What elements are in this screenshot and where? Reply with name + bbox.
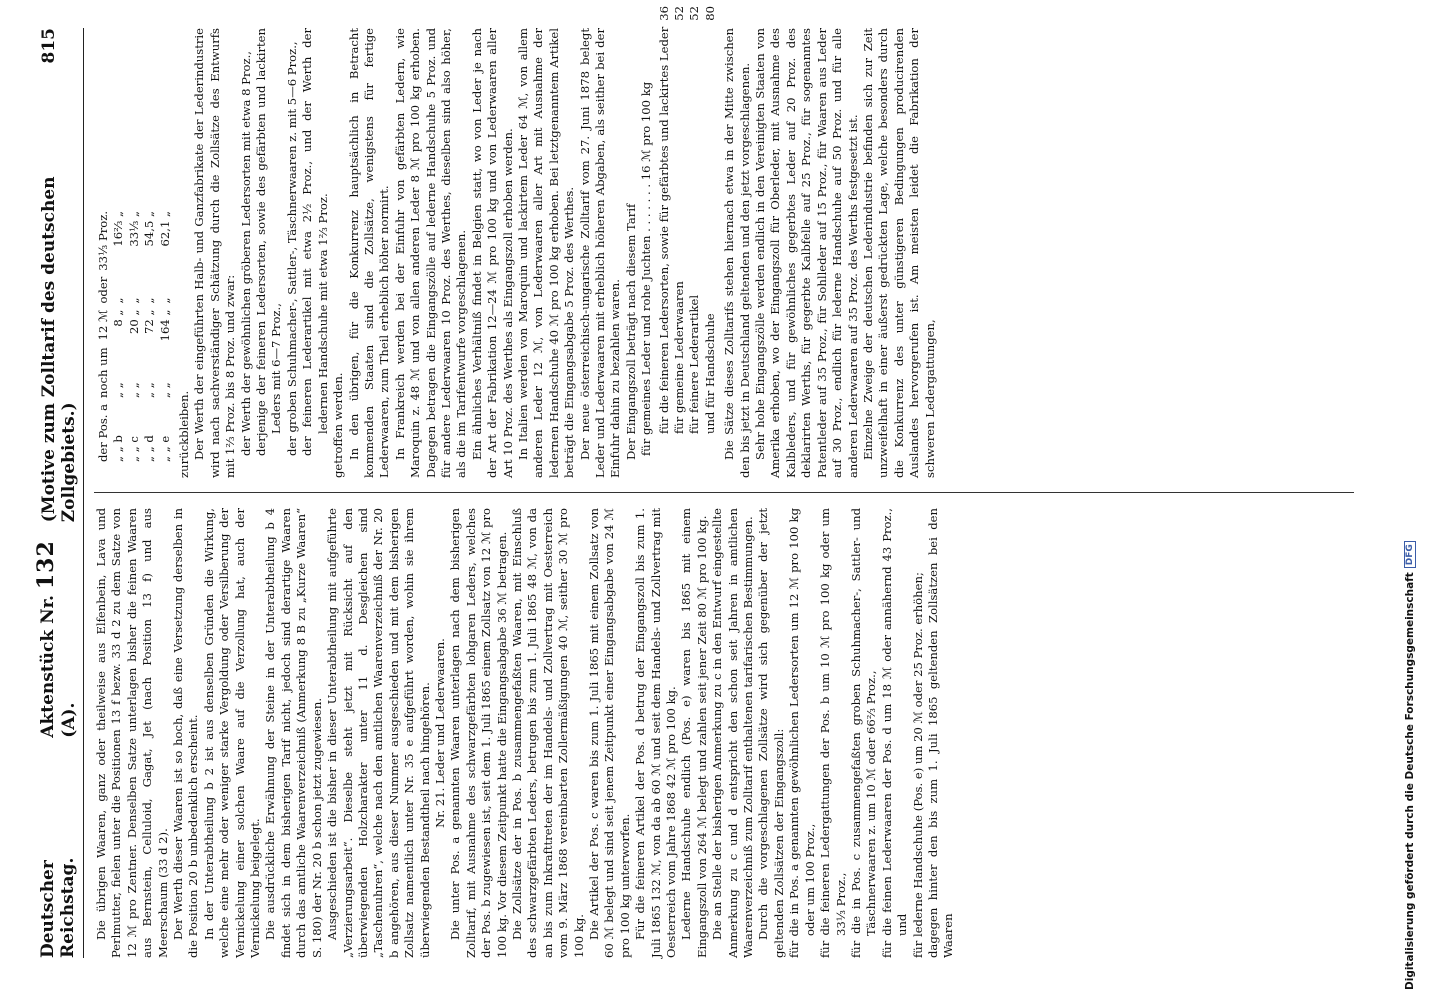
left-paragraph: Ausgeschieden ist die bisher in dieser Unterabtheilung mit aufgeführte „Verzierungsarbeit“. Dieselbe steht jetzt mit Rücksicht auf den überwiegenden Holzcharakter unter 11 d. Desgleichen sind „Taschenuhren“, welche nach den amtlichen Waarenverzeichniß der Nr. 20 b angehören, aus dieser Nummer ausgeschieden und mit dem bisherigen Zollsatz namentlich unter Nr. 35 e aufgeführt worden, wohin sie ihrem überwiegenden Bestandtheil nach hingehören. [325, 508, 432, 958]
right-paragraph: Ein ähnliches Verhältniß findet in Belgien statt, wo von Leder je nach der Art der Fabrikation 12—24 ℳ pro 100 kg und von Lederwaaren aller Art 10 Proz. des Werthes als Eingangszoll erhoben werden. [469, 28, 515, 478]
right-paragraph: der feineren Lederartikel mit etwa 2½ Proz., und der Werth der ledernen Handschuhe mit etwa 1⅔ Proz. [300, 28, 330, 456]
left-column-body [94, 508, 957, 958]
left-paragraph: Die an Stelle der bisherigen Anmerkung zu c in den Entwurf eingestellte Anmerkung zu c und d entspricht den schon seit Jahren in amtlichen Waarenverzeichniß zum Zolltarif enthaltenen tarifarischen Bestimmungen. [710, 508, 756, 958]
leather-row [657, 0, 672, 434]
left-paragraph: für die feineren Ledergattungen der Pos. b um 10 ℳ pro 100 kg oder um 33⅓ Proz., [818, 508, 848, 958]
right-paragraph: Die Sätze dieses Zolltarifs stehen hiernach etwa in der Mitte zwischen den bis jetzt in Deutschland geltenden und den jetzt vorgeschlagenen. [722, 28, 752, 478]
leather-row-cell: 80 [702, 5, 717, 21]
right-paragraph: Einzelne Zweige der deutschen Lederindustrie befinden sich zur Zeit unzweifelhaft in einer äußerst gedrückten Lage, welche besonders durch die Konkurrenz des unter günstigeren Bedingungen producirenden Auslandes hervorgerufen ist. Am meisten leidet die Fabrikation der schweren Ledergattungen, [860, 28, 937, 478]
rates-row-cell: 164 „ [157, 309, 172, 342]
right-paragraph: für gemeines Leder und rohe Juchten . . . . . . . 16 ℳ pro 100 kg [639, 81, 654, 456]
left-paragraph: Die Artikel der Pos. c waren bis zum 1. Juli 1865 mit einem Zollsatz von 60 ℳ belegt und sind seit jenem Zeitpunkt einer Eingangsabgabe von 24 ℳ pro 100 kg unterworfen. [587, 508, 632, 958]
rates-row-cell: 16⅔ „ [111, 210, 126, 247]
header-left-title: Deutscher Reichstag. [38, 857, 78, 958]
leather-row-cell: 36 [656, 5, 671, 21]
header-doc-label: Aktenstück Nr. 132 (A). [33, 540, 79, 738]
rates-row-cell: „ [157, 297, 172, 304]
left-column [94, 508, 1364, 958]
left-paragraph: Die übrigen Waaren, ganz oder theilweise aus Elfenbein, Lava und Perlmutter, fielen unter die Positionen 13 f bezw. 33 d 2 zu dem Satze von 12 ℳ pro Zentner. Denselben Satze unterlagen bisher die feinen Waaren aus Bernstein, Celluloid, Gagat, Jet (nach Position 13 f) und aus Meerschaum (33 d 2). [94, 508, 170, 958]
rates-row-cell: 12 ℳ [96, 309, 110, 341]
right-column [94, 5, 1364, 478]
right-paragraph: In Frankreich werden bei der Einfuhr von gefärbten Ledern, wie Maroquin z. 48 ℳ und von allen anderen Leder 8 ℳ pro 100 kg erhoben. Dagegen betragen die Eingangszölle auf lederne Handschuhe 5 Proz. und für andere Lederwaaren 10 Proz. des Werthes, dieselben sind also höher, als die im Tarifentwurfe vorgeschlagenen. [392, 28, 469, 478]
rates-row-cell: 20 „ [126, 309, 141, 334]
right-paragraph: derjenige der feineren Ledersorten, sowie des gefärbten und lackirten Leders mit 6—7 Proz., [254, 28, 284, 456]
leather-row [703, 0, 718, 434]
right-paragraph: zurückbleiben. [177, 390, 192, 478]
header-doc-suffix: (A). [59, 702, 79, 738]
rates-row-cell: 8 „ [111, 309, 126, 327]
rates-row-cell: „ [126, 297, 141, 304]
left-paragraph: Durch die vorgeschlagenen Zollsätze wird sich gegenüber der jetzt geltenden Zollsätzen der Eingangszoll: [756, 508, 786, 958]
rates-row-cell: „ „ [111, 382, 126, 398]
left-paragraph: In der Unterabtheilung b 2 ist aus denselben Gründen die Wirkung, welche eine mehr oder weniger starke Vergoldung oder Versilberung der Vernickelung einer solchen Waare auf die Verzollung hat, auch der Vernickelung beigelegt. [201, 508, 263, 958]
leather-row-cell: für die feineren Ledersorten, sowie für gefärbtes und lackirtes Leder [656, 26, 671, 434]
rates-row-cell: „ [111, 297, 126, 304]
dfg-logo-icon: DFG [1404, 541, 1416, 568]
leather-row [687, 0, 702, 434]
left-paragraph: dagegen hinter den bis zum 1. Juli 1865 geltenden Zollsätzen bei den Waaren [925, 508, 956, 958]
rates-row-cell: 33⅓ Proz. [96, 210, 110, 271]
rates-row-cell: „ „ d [142, 435, 157, 462]
right-paragraph: Der neue österreichisch-ungarische Zolltarif vom 27. Juni 1878 belegt Leder und Lederwaaren mit erheblich höheren Abgaben, als seither bei der Einfuhr dahin zu bezahlen waren. [577, 28, 623, 478]
right-paragraph: der Werth der gewöhnlichen gröberen Ledersorten mit etwa 8 Proz., [238, 51, 253, 456]
rates-row-cell: „ [142, 297, 157, 304]
rates-row-cell: „ „ c [126, 436, 141, 462]
rates-row-cell: „ „ b [111, 435, 126, 462]
header-right-title: (Motive zum Zolltarif des deutschen Zollgebiets.) [39, 176, 79, 523]
right-paragraph: der groben Schuhmacher-, Sattler-, Täschnerwaaren z. mit 5—6 Proz., [284, 41, 299, 456]
page-header [33, 28, 84, 958]
page-number: 815 [39, 28, 59, 64]
left-paragraph: für die in Pos. c zusammengefaßten groben Schuhmacher-, Sattler- und Täschnerwaaren z. um 10 ℳ oder 66⅔ Proz., [848, 508, 879, 958]
rates-row-cell: „ „ [142, 382, 157, 398]
rates-table [96, 205, 173, 462]
left-paragraph: Der Werth dieser Waaren ist so hoch, daß eine Versetzung derselben in die Position 20 b unbedenklich erscheint. [171, 508, 201, 958]
left-paragraph: für die feinen Lederwaaren der Pos. d um 18 ℳ oder annähernd 43 Proz., und [879, 508, 910, 958]
rates-row-cell: oder [96, 276, 110, 304]
rates-row-cell: noch um [96, 347, 110, 398]
right-paragraph: Sehr hohe Eingangszölle werden endlich in den Vereinigten Staaten von Amerika erhoben, wo der Eingangszoll für Oberleder, mit Ausnahme des Kalbleders, und für gewöhnliches gegerbtes Leder auf 20 Proz. des deklarirten Werths, für gegerbte Kalbfelle auf 25 Proz., für sogenanntes Patentleder auf 35 Proz., für Sohlleder auf 15 Proz., für Waaren aus Leder auf 30 Proz., endlich für lederne Handschuhe auf 50 Proz. und für alle anderen Lederwaaren auf 35 Proz. des Werths festgesetzt ist. [753, 28, 860, 478]
rotated-page [33, 5, 1380, 958]
left-paragraph: für lederne Handschuhe (Pos. e) um 20 ℳ oder 25 Proz. erhöhen; [910, 572, 925, 958]
rates-row [127, 205, 142, 462]
left-paragraph: Nr. 21. Leder und Lederwaaren. [432, 638, 447, 828]
digitization-credit [1404, 541, 1416, 990]
rates-row-cell: „ „ [157, 382, 172, 398]
leather-row-cell: und für Handschuhe [702, 313, 717, 434]
right-paragraph: Der Eingangszoll beträgt nach diesem Tarif [623, 203, 638, 460]
left-paragraph: Die Zollsätze der in Pos. b zusammengefaßten Waaren, mit Einschluß des schwarzgefärbten Leders, betrugen bis zum 1. Juli 1865 48 ℳ, von da an bis zum Inkrafttreten der im Handels- und Zollvertrag mit Oesterreich vom 9. März 1868 vereinbarten Zollermäßigungen 40 ℳ, seither 30 ℳ pro 100 kg. [509, 508, 586, 958]
left-paragraph: Die unter Pos. a genannten Waaren unterlagen nach dem bisherigen Zolltarif, mit Ausnahme des schwarzgefärbten lohgaren Leders, welches der Pos. b zugewiesen ist, seit dem 1. Juli 1865 einem Zollsatz von 12 ℳ pro 100 kg. Vor diesem Zeitpunkt hatte die Eingangsabgabe 36 ℳ betragen. [448, 508, 509, 958]
right-paragraph: In den übrigen, für die Konkurrenz hauptsächlich in Betracht kommenden Staaten sind die Zollsätze, wenigstens für fertige Lederwaaren, zum Theil erheblich höher normirt. [346, 28, 392, 478]
left-paragraph: Lederne Handschuhe endlich (Pos. e) waren bis 1865 mit einem Eingangszoll von 264 ℳ belegt und zahlen seit jener Zeit 80 ℳ pro 100 kg. [679, 508, 709, 958]
left-paragraph: Die ausdrückliche Erwähnung der Steine in der Unterabtheilung b 4 findet sich in dem bisherigen Tarif nicht, jedoch sind derartige Waaren durch das amtliche Waarenverzeichniß (Anmerkung 8 B zu „Kurze Waaren“ S. 180) der Nr. 20 b schon jetzt zugewiesen. [263, 508, 324, 958]
right-paragraph: Der Werth der eingeführten Halb- und Ganzfabrikate der Lederindustrie wird nach sachverständiger Schätzung durch die Zollsätze des Entwurfs mit 1⅔ Proz. bis 8 Proz. und zwar: [192, 28, 238, 478]
leather-row-cell: für feinere Lederartikel [687, 294, 702, 434]
header-doc-number: 132 [33, 540, 59, 590]
leather-row-cell: für gemeine Lederwaaren [672, 281, 687, 434]
rates-row-cell: „ „ e [157, 435, 172, 462]
rates-row [96, 205, 111, 462]
right-paragraph: getroffen werden. [331, 372, 346, 478]
right-column-body-a [177, 28, 655, 478]
left-paragraph: für die in Pos. a genannten gewöhnlichen Ledersorten um 12 ℳ pro 100 kg oder um 100 Proz., [787, 508, 817, 958]
rates-row-cell: der Pos. a [96, 403, 110, 462]
leather-rates-table [657, 0, 719, 434]
rates-row [111, 205, 126, 462]
rates-row-cell: 54,5 „ [142, 210, 157, 247]
leather-row-cell: 52 [687, 5, 702, 21]
left-paragraph: Für die feineren Artikel der Pos. d betrug der Eingangszoll bis zum 1. Juli 1865 132 ℳ, von da ab 60 ℳ und seit dem Handels- und Zollvertrag mit Oesterreich vom Jahre 1868 42 ℳ pro 100 kg. [633, 508, 679, 958]
credit-text: Digitalisierung gefördert durch die Deutsche Forschungsgemeinschaft [1404, 572, 1416, 990]
leather-row [672, 0, 687, 434]
rates-row-cell: 72 „ [142, 309, 157, 334]
leather-row-cell: 52 [672, 5, 687, 21]
rates-row-cell: 62,1 „ [157, 210, 172, 247]
right-paragraph: In Italien werden von Maroquin und lackirtem Leder 64 ℳ, von allem anderen Leder 12 ℳ, von Lederwaaren aller Art mit Ausnahme der ledernen Handschuhe 40 ℳ pro 100 kg erhoben. Bei letztgenanntem Artikel beträgt die Eingangsabgabe 5 Proz. des Werthes. [515, 28, 577, 478]
right-column-body-b [722, 28, 938, 478]
rates-row-cell: „ „ [126, 382, 141, 398]
rates-row [158, 205, 173, 462]
rates-row-cell: 33⅓ „ [126, 210, 141, 247]
column-divider [94, 492, 1354, 493]
rates-row [142, 205, 157, 462]
